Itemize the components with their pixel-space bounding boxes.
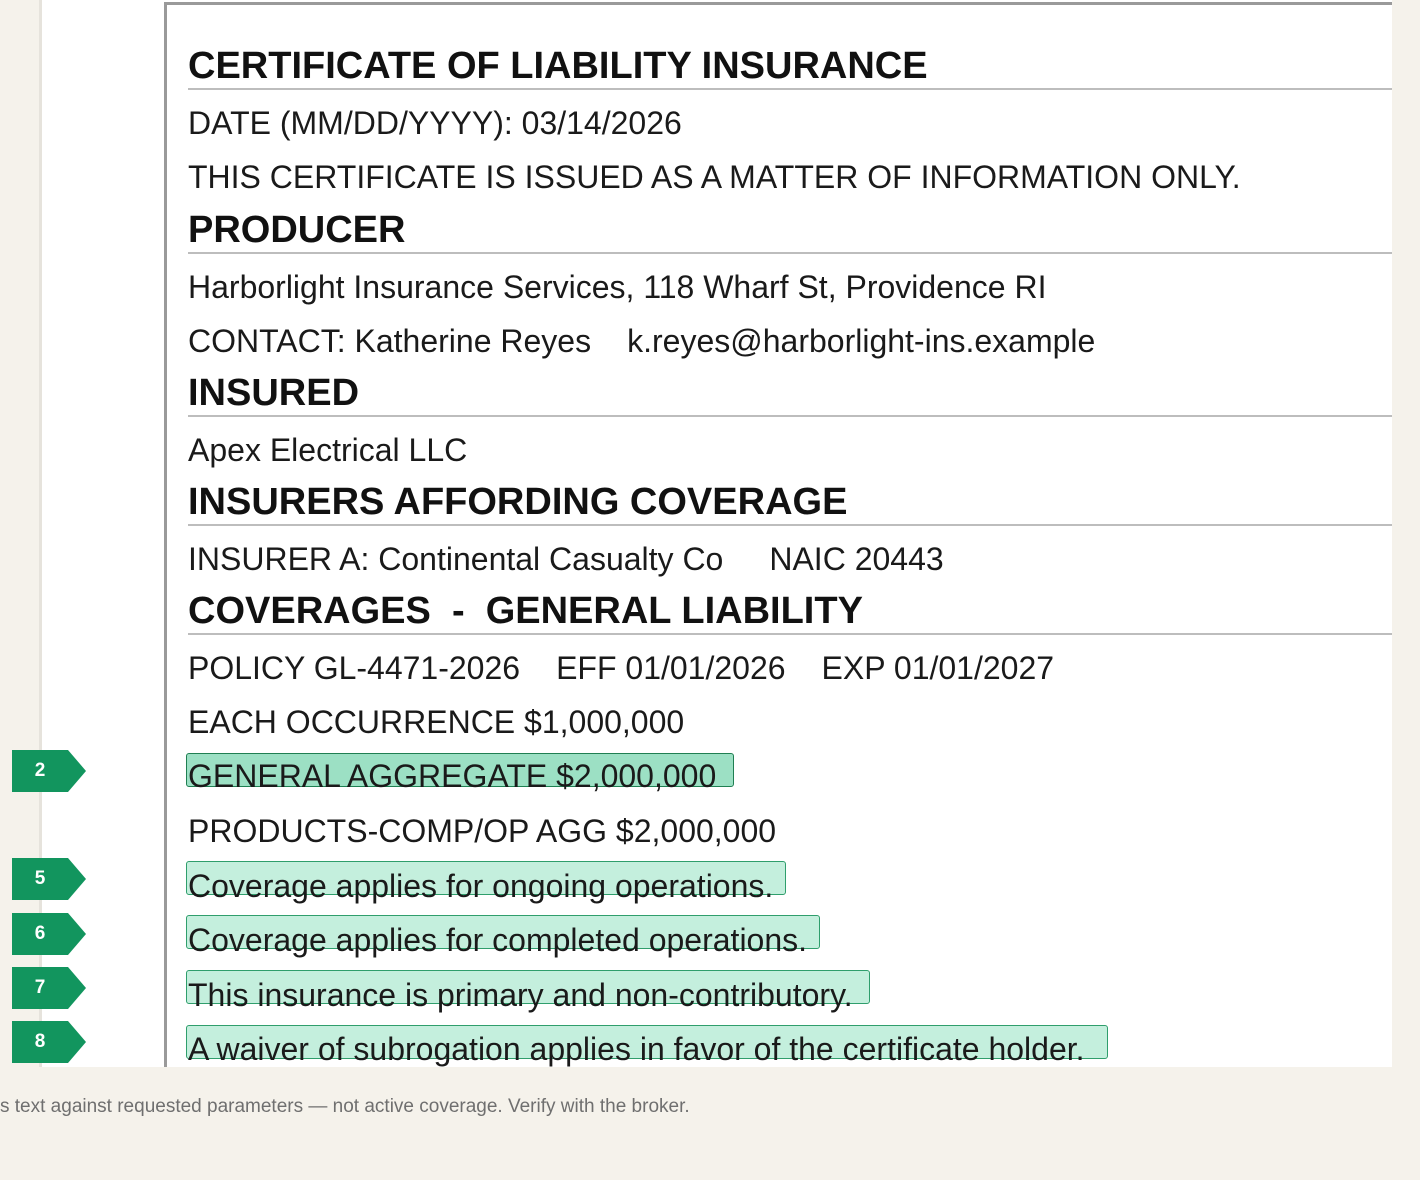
marker-label: 8 [34,1031,46,1052]
products-agg-limit: PRODUCTS-COMP/OP AGG $2,000,000 [188,813,777,849]
disclaimer-note: s text against requested parameters — not active coverage. Verify with the broker. [0,1096,690,1117]
ongoing-operations-clause: Coverage applies for ongoing operations. [188,868,774,904]
policy-effective: EFF 01/01/2026 [556,650,786,686]
insurer-naic: NAIC 20443 [769,541,944,577]
information-notice: THIS CERTIFICATE IS ISSUED AS A MATTER OF INFORMATION ONLY. [188,159,1241,195]
marker-label: 6 [34,923,46,944]
policy-number: POLICY GL-4471-2026 [188,650,521,686]
policy-row [188,649,1054,687]
marker-8[interactable] [12,1021,86,1063]
marker-label: 5 [34,868,46,889]
certificate-title: CERTIFICATE OF LIABILITY INSURANCE [188,44,1392,90]
marker-6[interactable] [12,913,86,955]
waiver-subrogation-clause: A waiver of subrogation applies in favor of the certificate holder. [188,1031,1085,1067]
producer-contact-row [188,322,1095,360]
insurer-a-row [188,540,944,578]
coverages-heading: COVERAGES - GENERAL LIABILITY [188,589,1392,635]
marker-5[interactable] [12,858,86,900]
insured-heading: INSURED [188,371,1392,417]
marker-7[interactable] [12,967,86,1009]
primary-noncontributory-clause: This insurance is primary and non-contributory. [188,977,853,1013]
general-aggregate-limit: GENERAL AGGREGATE $2,000,000 [188,758,717,794]
certificate-date: DATE (MM/DD/YYYY): 03/14/2026 [188,105,682,141]
producer-address: Harborlight Insurance Services, 118 Wharf St, Providence RI [188,269,1047,305]
insurer-a: INSURER A: Continental Casualty Co [188,541,724,577]
completed-operations-clause: Coverage applies for completed operations. [188,922,808,958]
insured-name: Apex Electrical LLC [188,432,468,468]
each-occurrence-limit: EACH OCCURRENCE $1,000,000 [188,704,685,740]
producer-email: k.reyes@harborlight-ins.example [627,323,1096,359]
marker-label: 2 [34,760,46,781]
policy-expiration: EXP 01/01/2027 [821,650,1055,686]
producer-contact: CONTACT: Katherine Reyes [188,323,592,359]
marker-label: 7 [34,977,46,998]
insurers-heading: INSURERS AFFORDING COVERAGE [188,480,1392,526]
marker-2[interactable] [12,750,86,792]
producer-heading: PRODUCER [188,208,1392,254]
